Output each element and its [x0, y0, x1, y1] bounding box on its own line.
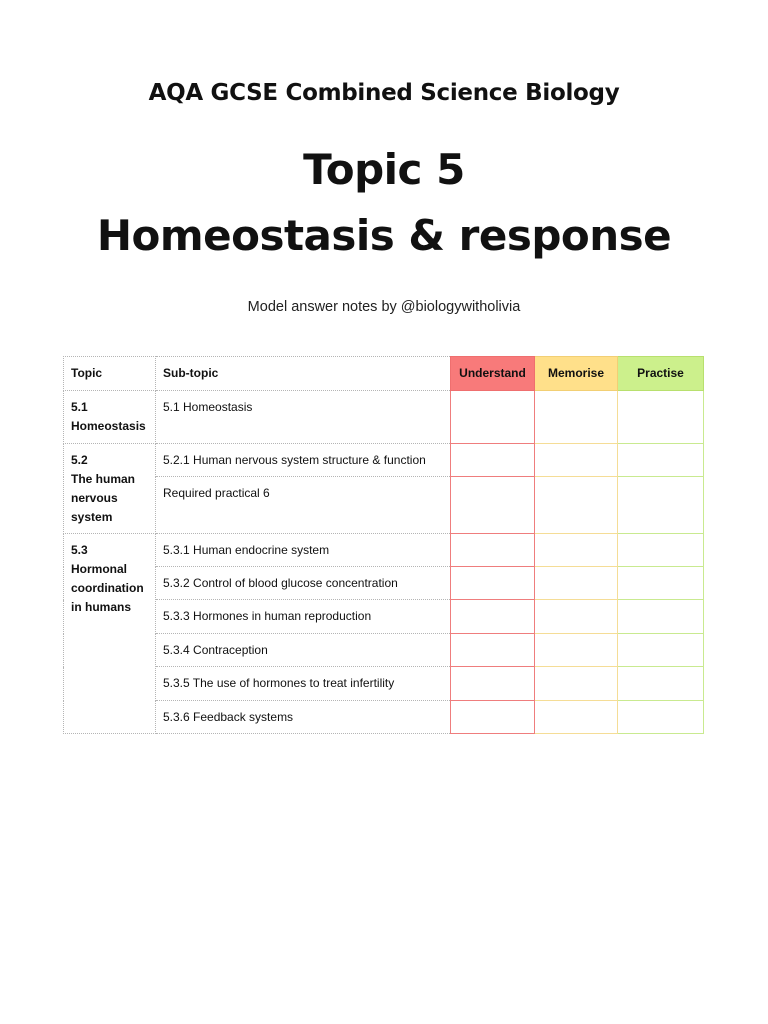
subtopic-cell: 5.3.2 Control of blood glucose concentration: [156, 567, 451, 600]
understand-checkbox-cell[interactable]: [451, 567, 535, 600]
header-understand: Understand: [451, 357, 535, 391]
table-row: [64, 634, 704, 667]
table-row: [64, 391, 704, 444]
topic-cell: [64, 534, 156, 734]
topic-title-label: Homeostasis: [71, 419, 146, 433]
header-practise: Practise: [618, 357, 704, 391]
table-row: [64, 534, 704, 567]
practise-checkbox-cell[interactable]: [618, 701, 704, 734]
memorise-checkbox-cell[interactable]: [535, 391, 618, 444]
topic-number-label: 5.1: [71, 400, 88, 414]
table-row: [64, 567, 704, 600]
topic-cell: [64, 391, 156, 444]
subtopic-cell: 5.3.6 Feedback systems: [156, 701, 451, 734]
memorise-checkbox-cell[interactable]: [535, 667, 618, 701]
table-row: [64, 444, 704, 477]
understand-checkbox-cell[interactable]: [451, 477, 535, 534]
checklist-table-wrapper: [63, 356, 703, 734]
understand-checkbox-cell[interactable]: [451, 634, 535, 667]
table-row: [64, 477, 704, 534]
practise-checkbox-cell[interactable]: [618, 634, 704, 667]
subtopic-cell: 5.3.1 Human endocrine system: [156, 534, 451, 567]
course-title: AQA GCSE Combined Science Biology: [148, 80, 620, 106]
subtopic-cell: 5.3.4 Contraception: [156, 634, 451, 667]
understand-checkbox-cell[interactable]: [451, 534, 535, 567]
practise-checkbox-cell[interactable]: [618, 600, 704, 634]
topic-cell: [64, 444, 156, 534]
subtopic-cell: 5.3.3 Hormones in human reproduction: [156, 600, 451, 634]
table-row: [64, 701, 704, 734]
memorise-checkbox-cell[interactable]: [535, 567, 618, 600]
practise-checkbox-cell[interactable]: [618, 567, 704, 600]
subtopic-cell: 5.3.5 The use of hormones to treat infertility: [156, 667, 451, 701]
topic-number: Topic 5: [303, 145, 465, 194]
practise-checkbox-cell[interactable]: [618, 477, 704, 534]
header-memorise: Memorise: [535, 357, 618, 391]
table-row: [64, 667, 704, 701]
subtopic-cell: 5.1 Homeostasis: [156, 391, 451, 444]
topic-number-label: 5.3: [71, 543, 88, 557]
practise-checkbox-cell[interactable]: [618, 444, 704, 477]
practise-checkbox-cell[interactable]: [618, 534, 704, 567]
understand-checkbox-cell[interactable]: [451, 600, 535, 634]
memorise-checkbox-cell[interactable]: [535, 444, 618, 477]
topic-number-label: 5.2: [71, 453, 88, 467]
memorise-checkbox-cell[interactable]: [535, 634, 618, 667]
header-subtopic: Sub-topic: [156, 357, 451, 391]
understand-checkbox-cell[interactable]: [451, 444, 535, 477]
topic-title-label: The human nervous system: [71, 472, 136, 524]
memorise-checkbox-cell[interactable]: [535, 477, 618, 534]
subtopic-cell: 5.2.1 Human nervous system structure & function: [156, 444, 451, 477]
memorise-checkbox-cell[interactable]: [535, 701, 618, 734]
subtopic-cell: Required practical 6: [156, 477, 451, 534]
header-row: [64, 357, 704, 391]
practise-checkbox-cell[interactable]: [618, 391, 704, 444]
topic-title-label: Hormonal coordination in humans: [71, 562, 144, 614]
understand-checkbox-cell[interactable]: [451, 701, 535, 734]
memorise-checkbox-cell[interactable]: [535, 534, 618, 567]
memorise-checkbox-cell[interactable]: [535, 600, 618, 634]
checklist-table: [63, 356, 704, 734]
understand-checkbox-cell[interactable]: [451, 667, 535, 701]
byline: Model answer notes by @biologywitholivia: [247, 299, 521, 315]
table-row: [64, 600, 704, 634]
topic-name: Homeostasis & response: [96, 211, 672, 260]
practise-checkbox-cell[interactable]: [618, 667, 704, 701]
understand-checkbox-cell[interactable]: [451, 391, 535, 444]
header-topic: Topic: [64, 357, 156, 391]
